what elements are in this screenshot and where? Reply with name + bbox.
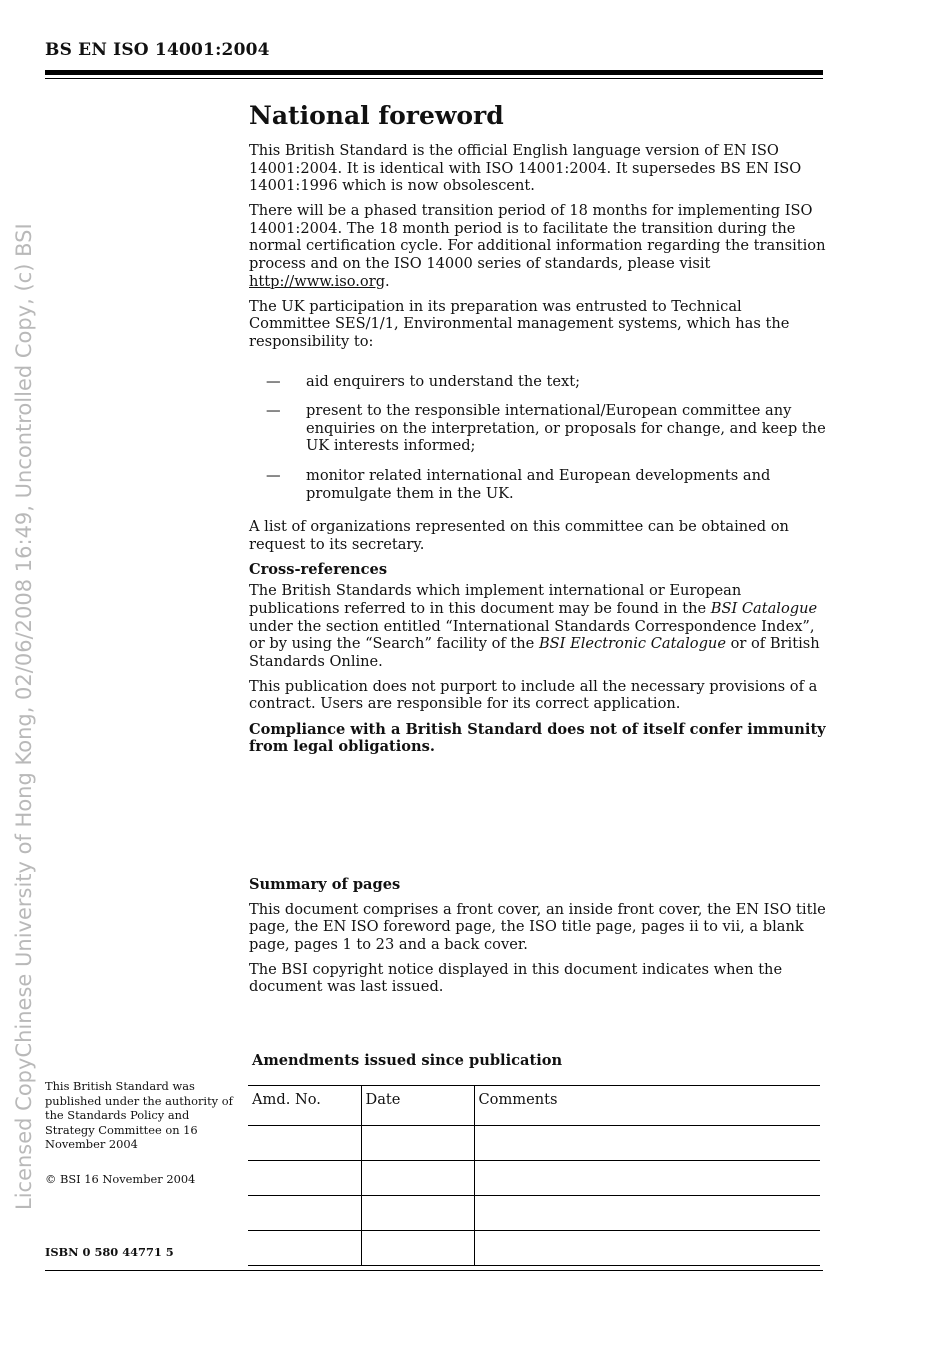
footer-rule	[45, 1270, 823, 1271]
list-dash: —	[266, 466, 281, 484]
copyright-notice: © BSI 16 November 2004	[45, 1172, 196, 1186]
table-row	[248, 1161, 820, 1196]
list-dash: —	[266, 402, 281, 420]
list-item: — present to the responsible international/European committee any enquiries on the interpretation, or proposals for change, and keep the UK interests informed;	[249, 402, 827, 455]
crossref-heading: Cross-references	[249, 560, 388, 578]
foreword-para-3: The UK participation in its preparation was entrusted to Technical Committee SES/1/1, Environmental management systems, which has the responsibility to:	[249, 297, 790, 350]
table-header-row	[248, 1086, 820, 1126]
foreword-para-1: This British Standard is the official English language version of EN ISO 14001:2004. It is identical with ISO 14001:2004. It supersedes BS EN ISO 14001:1996 which is now obsolescent.	[249, 142, 802, 195]
summary-of-pages	[249, 876, 827, 1004]
responsibility-list	[249, 373, 827, 503]
header-rule-thin	[45, 78, 823, 79]
list-item: — aid enquirers to understand the text;	[249, 373, 827, 391]
column-header: Comments	[474, 1086, 820, 1126]
page-title: National foreword	[249, 101, 504, 130]
foreword-para-4: A list of organizations represented on this committee can be obtained on request to its secretary.	[249, 518, 789, 553]
iso-link[interactable]: http://www.iso.org	[249, 272, 386, 290]
foreword-para-2: There will be a phased transition period of 18 months for implementing ISO 14001:2004. The 18 month period is to facilitate the transition during the normal certification cycle. For additional information regarding the transition process and on the ISO 14000 series of standards, please visit http://www.iso.org.	[249, 202, 826, 290]
column-header: Date	[361, 1086, 474, 1126]
table-row	[248, 1231, 820, 1266]
amendments-title: Amendments issued since publication	[252, 1052, 563, 1069]
isbn: ISBN 0 580 44771 5	[45, 1245, 174, 1259]
compliance-statement: Compliance with a British Standard does not of itself confer immunity from legal obligations.	[249, 720, 826, 756]
table-row	[248, 1196, 820, 1231]
summary-para-2: The BSI copyright notice displayed in this document indicates when the document was last issued.	[249, 960, 783, 996]
publication-note: This British Standard was published under the authority of the Standards Policy and Strategy Committee on 16 November 2004	[45, 1079, 233, 1152]
list-dash: —	[266, 372, 281, 390]
foreword-para-5: This publication does not purport to include all the necessary provisions of a contract. Users are responsible for its correct application.	[249, 677, 818, 713]
summary-para-1: This document comprises a front cover, an inside front cover, the EN ISO title page, the EN ISO foreword page, the ISO title page, pages ii to vii, a blank page, pages 1 to 23 and a back cover.	[249, 900, 826, 953]
table-row	[248, 1126, 820, 1161]
amendments-table	[248, 1085, 820, 1266]
header-rule-thick	[45, 70, 823, 75]
national-foreword	[249, 100, 827, 763]
column-header: Amd. No.	[252, 1091, 321, 1108]
crossref-para: The British Standards which implement international or European publications referred to in this document may be found in the BSI Catalogue under the section entitled “International Standards Correspondence Index”, or by using the “Search” facility of the BSI Electronic Catalogue or of British Standards Online.	[249, 582, 820, 670]
summary-heading: Summary of pages	[249, 876, 401, 893]
document-id: BS EN ISO 14001:2004	[45, 40, 270, 60]
license-watermark: Licensed CopyChinese University of Hong Kong, 02/06/2008 16:49, Uncontrolled Copy, (c) BSI	[12, 223, 36, 1210]
list-item: — monitor related international and European developments and promulgate them in the UK.	[249, 467, 827, 502]
